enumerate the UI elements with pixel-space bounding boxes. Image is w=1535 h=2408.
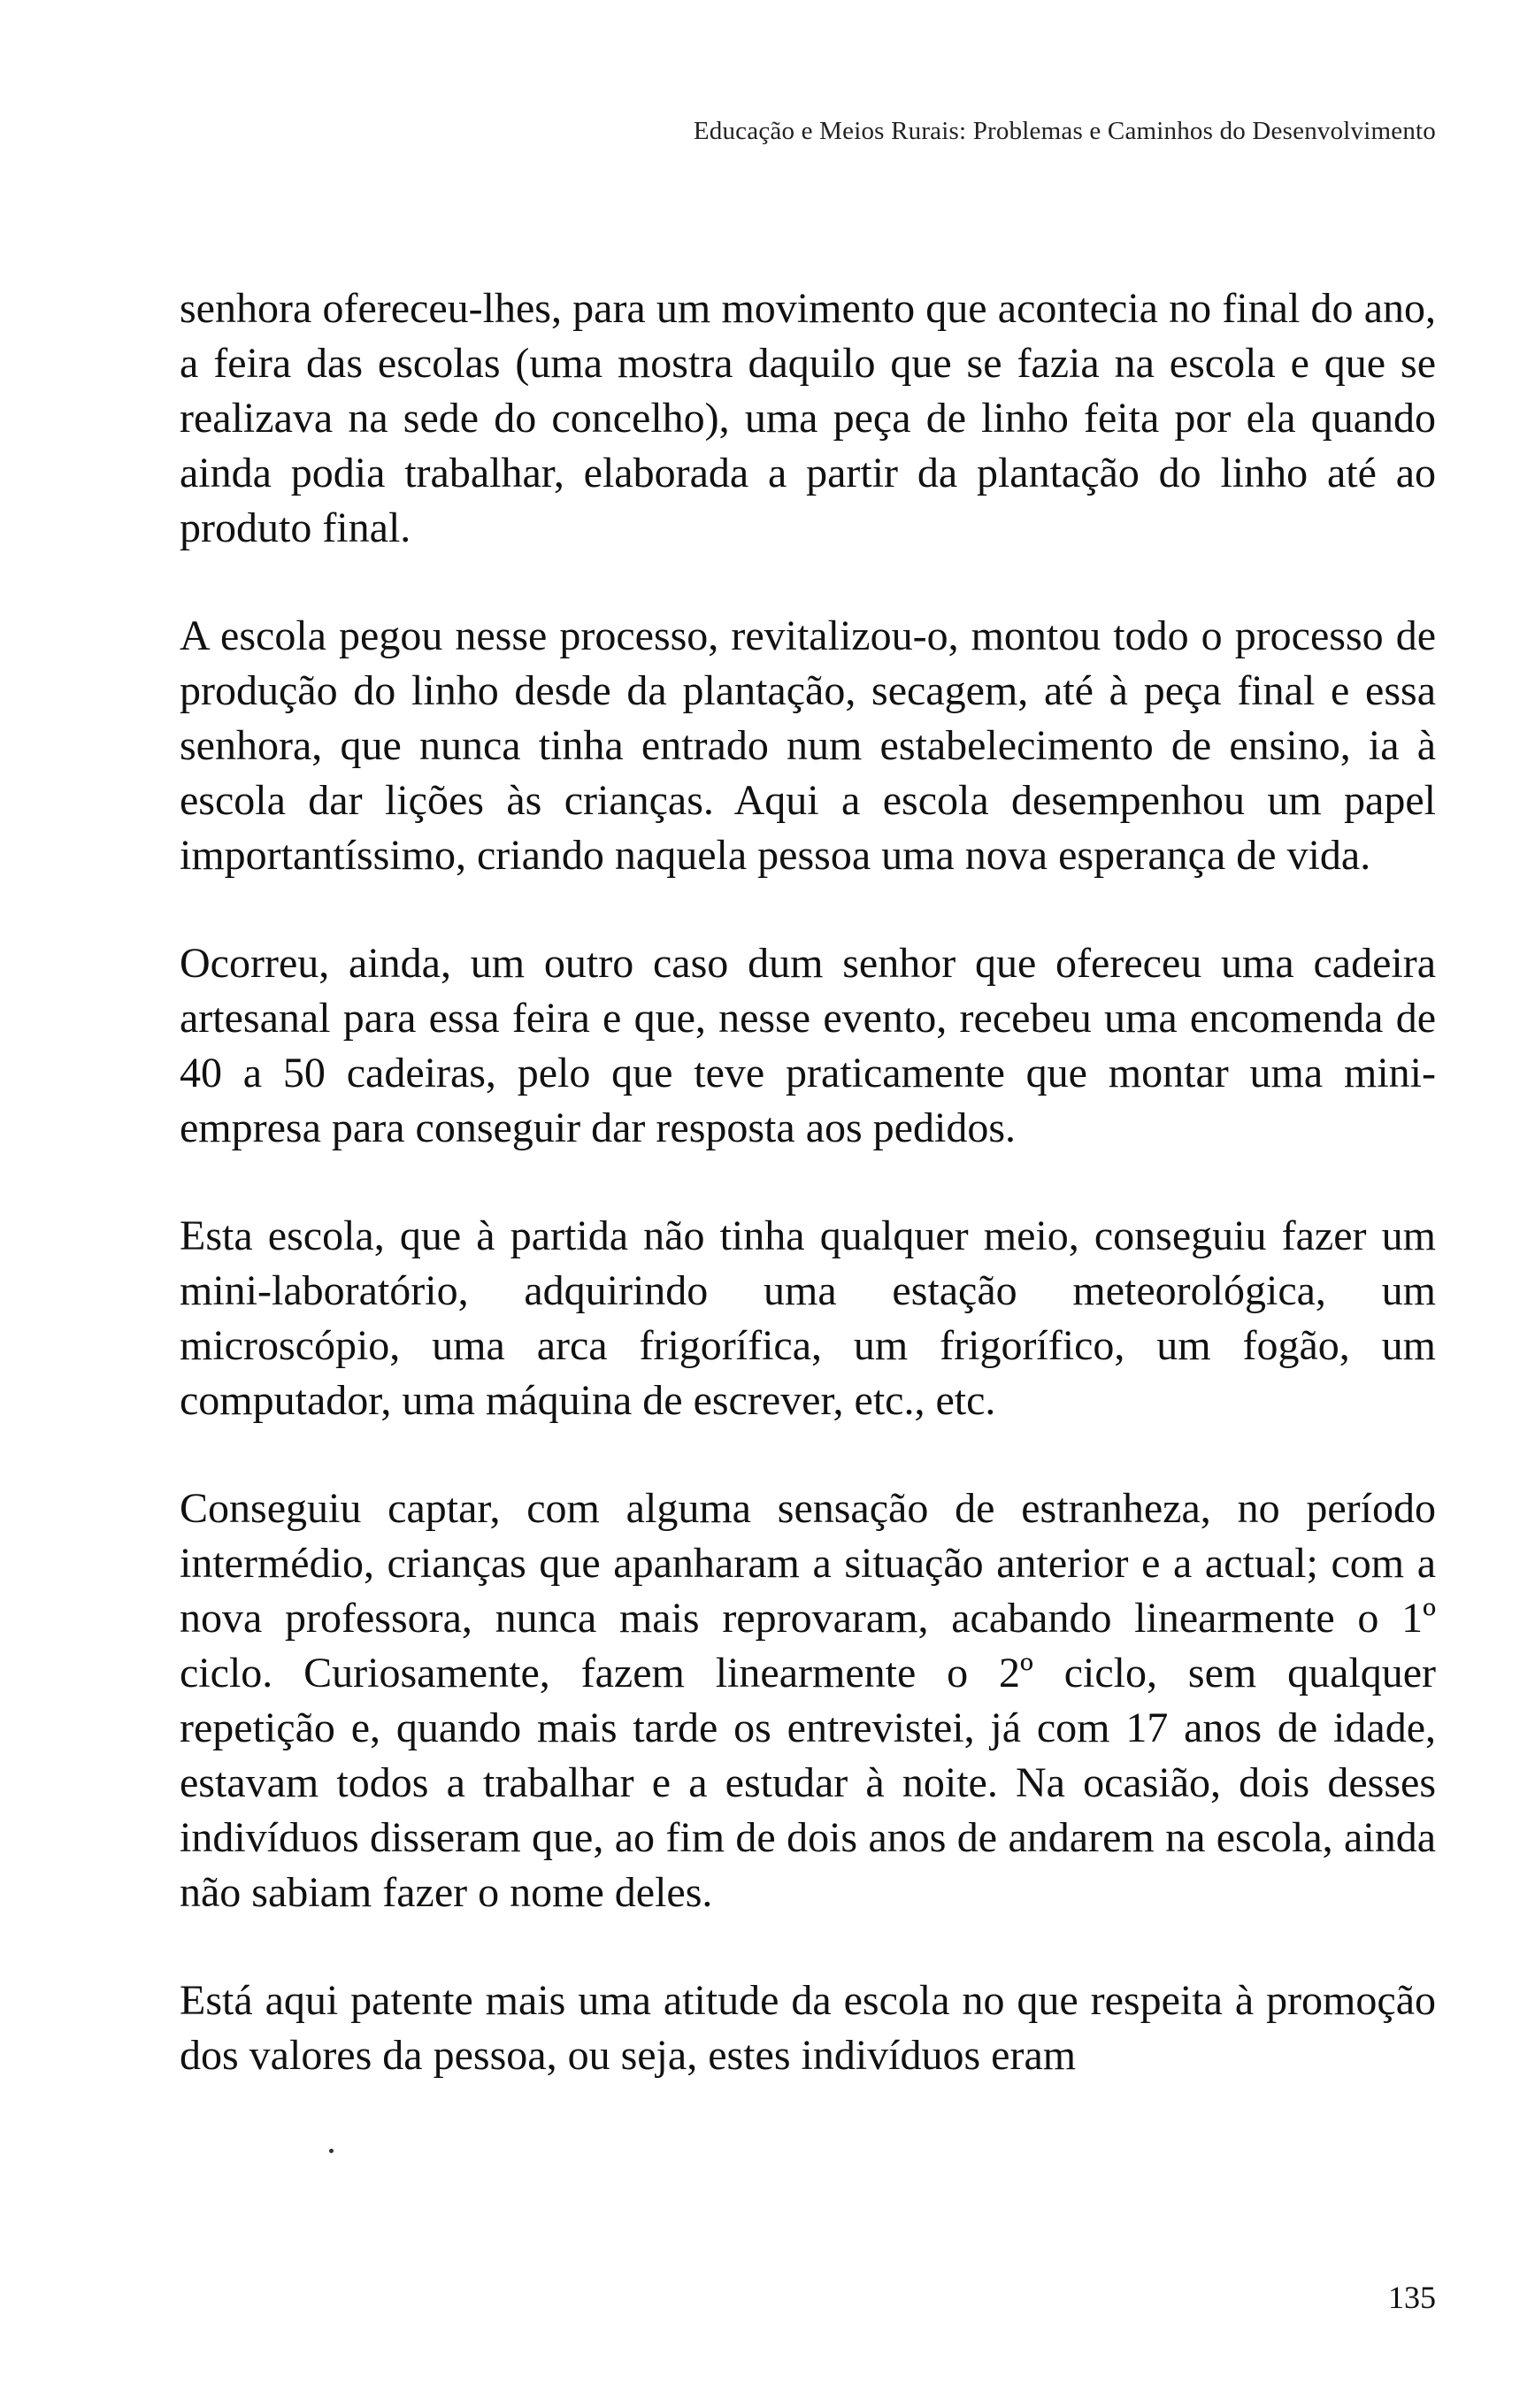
page-number: 135: [1388, 2280, 1436, 2315]
paragraph: Conseguiu captar, com alguma sensação de estranheza, no período intermédio, crianças que apanharam a situação anterior e a actual; com a nova professora, nunca mais reprovaram, acabando linearmente o 1º ciclo. Curiosamente, fazem linearmente o 2º ciclo, sem qualquer repetição e, quando mais tarde os entrevistei, já com 17 anos de idade, estavam todos a trabalhar e a estudar à noite. Na ocasião, dois desses indivíduos disseram que, ao fim de dois anos de andarem na escola, ainda não sabiam fazer o nome deles.: [180, 1485, 1436, 1916]
paragraph: Esta escola, que à partida não tinha qualquer meio, conseguiu fazer um mini-laboratório, adquirindo uma estação meteorológica, um microscópio, uma arca frigorífica, um frigorífico, um fogão, um computador, uma máquina de escrever, etc., etc.: [180, 1212, 1436, 1424]
body-text: [180, 281, 1436, 2136]
scan-speck: [329, 2149, 334, 2153]
running-header: Educação e Meios Rurais: Problemas e Caminhos do Desenvolvimento: [693, 117, 1436, 145]
paragraph: senhora ofereceu-lhes, para um movimento que acontecia no final do ano, a feira das escolas (uma mostra daquilo que se fazia na escola e que se realizava na sede do concelho), uma peça de linho feita por ela quando ainda podia trabalhar, elaborada a partir da plantação do linho até ao produto final.: [180, 285, 1436, 551]
paragraph: A escola pegou nesse processo, revitalizou-o, montou todo o processo de produção do linho desde da plantação, secagem, até à peça final e essa senhora, que nunca tinha entrado num estabelecimento de ensino, ia à escola dar lições às crianças. Aqui a escola desempenhou um papel importantíssimo, criando naquela pessoa uma nova esperança de vida.: [180, 612, 1436, 879]
paragraph: Está aqui patente mais uma atitude da escola no que respeita à promoção dos valores da pessoa, ou seja, estes indivíduos eram: [180, 1977, 1436, 2079]
paragraph: Ocorreu, ainda, um outro caso dum senhor que ofereceu uma cadeira artesanal para essa feira e que, nesse evento, recebeu uma encomenda de 40 a 50 cadeiras, pelo que teve praticamente que montar uma mini-empresa para conseguir dar resposta aos pedidos.: [180, 940, 1436, 1151]
